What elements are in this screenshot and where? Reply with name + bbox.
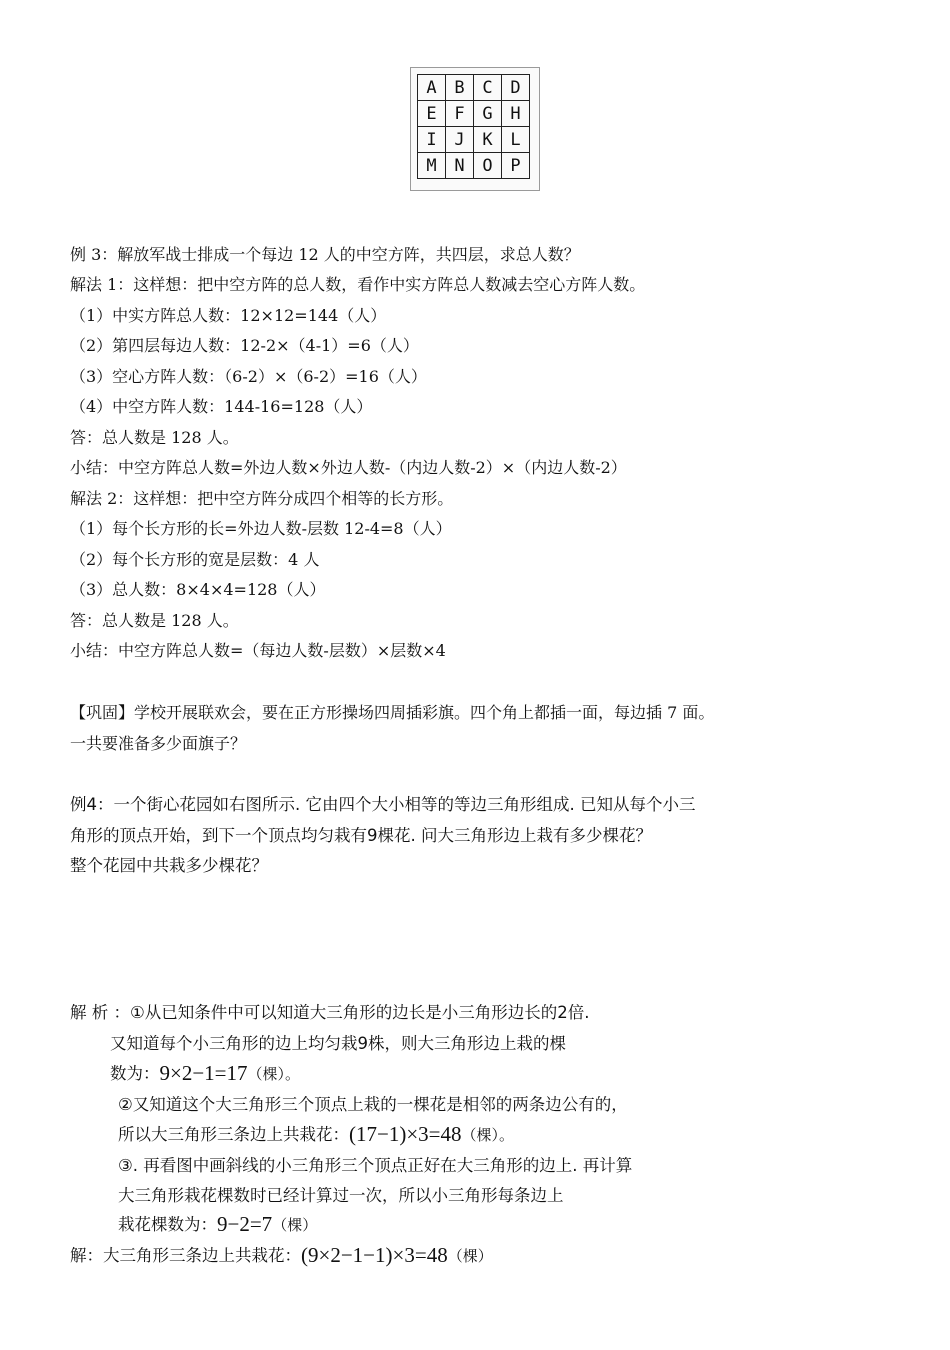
method2-intro: 解法 2：这样想：把中空方阵分成四个相等的长方形。 (70, 489, 454, 508)
grid-cell: C (474, 75, 502, 101)
analysis-line8-prefix: 栽花棵数为： (118, 1215, 217, 1234)
example4-line1: 例4：一个街心花园如右图所示. 它由四个大小相等的等边三角形组成. 已知从每个小三 (70, 795, 696, 814)
m2-step2: （2）每个长方形的宽是层数：4 人 (70, 550, 320, 569)
analysis-line8-formula: 9−2=7 (217, 1212, 273, 1236)
analysis-line7: 大三角形栽花棵数时已经计算过一次，所以小三角形每条边上 (118, 1186, 564, 1205)
grid-cell: O (474, 153, 502, 179)
analysis-line1: 解 析 ：①从已知条件中可以知道大三角形的边长是小三角形边长的2倍. (70, 1003, 590, 1022)
analysis-line2: 又知道每个小三角形的边上均匀栽9株，则大三角形边上栽的棵 (110, 1034, 566, 1053)
m2-answer: 答：总人数是 128 人。 (70, 611, 239, 630)
example3-problem: 例 3：解放军战士排成一个每边 12 人的中空方阵，共四层，求总人数？ (70, 245, 580, 264)
letter-grid-figure (410, 67, 540, 191)
m2-step3: （3）总人数：8×4×4=128（人） (70, 580, 326, 599)
analysis-line3-prefix: 数为： (110, 1064, 160, 1083)
grid-cell: L (502, 127, 530, 153)
m2-step1: （1）每个长方形的长=外边人数-层数 12-4=8（人） (70, 519, 452, 538)
analysis-line4: ②又知道这个大三角形三个顶点上栽的一棵花是相邻的两条边公有的， (118, 1095, 628, 1114)
analysis-line5-prefix: 所以大三角形三条边上共栽花： (118, 1125, 349, 1144)
grid-cell: A (418, 75, 446, 101)
example4-line3: 整个花园中共栽多少棵花？ (70, 856, 268, 875)
grid-cell: P (502, 153, 530, 179)
method1-intro: 解法 1：这样想：把中空方阵的总人数，看作中实方阵总人数减去空心方阵人数。 (70, 275, 646, 294)
analysis-line8 (118, 1213, 317, 1236)
solution-prefix: 解：大三角形三条边上共栽花： (70, 1246, 301, 1265)
m1-step3: （3）空心方阵人数：（6-2）×（6-2）=16（人） (70, 367, 427, 386)
grid-cell: F (446, 101, 474, 127)
m1-step4: （4）中空方阵人数：144-16=128（人） (70, 397, 373, 416)
grid-cell: H (502, 101, 530, 127)
grid-cell: I (418, 127, 446, 153)
analysis-line3-formula: 9×2−1=17 (159, 1061, 248, 1085)
example4-line2: 角形的顶点开始，到下一个顶点均匀栽有9棵花. 问大三角形边上栽有多少棵花？ (70, 826, 652, 845)
grid-cell: N (446, 153, 474, 179)
m1-step1: （1）中实方阵总人数：12×12=144（人） (70, 306, 387, 325)
analysis-line8-suffix: （棵） (272, 1216, 318, 1234)
grid-cell: K (474, 127, 502, 153)
analysis-line3-suffix: （棵）。 (247, 1065, 301, 1083)
consolidate-line1: 【巩固】学校开展联欢会，要在正方形操场四周插彩旗。四个角上都插一面，每边插 7 面。 (70, 703, 715, 722)
m1-answer: 答：总人数是 128 人。 (70, 428, 239, 447)
consolidate-line2: 一共要准备多少面旗子？ (70, 734, 247, 753)
grid-cell: G (474, 101, 502, 127)
solution-formula: (9×2−1−1)×3=48 (301, 1243, 448, 1267)
m1-step2: （2）第四层每边人数：12-2×（4-1）=6（人） (70, 336, 419, 355)
grid-cell: E (418, 101, 446, 127)
analysis-line3 (110, 1062, 300, 1085)
m1-summary: 小结：中空方阵总人数=外边人数×外边人数-（内边人数-2）×（内边人数-2） (70, 458, 627, 477)
grid-cell: J (446, 127, 474, 153)
grid-cell: M (418, 153, 446, 179)
analysis-line5-formula: (17−1)×3=48 (349, 1122, 462, 1146)
grid-cell: D (502, 75, 530, 101)
solution-suffix: （棵） (447, 1247, 493, 1265)
analysis-line5-suffix: （棵）。 (461, 1126, 515, 1144)
letter-grid (417, 74, 530, 179)
solution-line (70, 1244, 493, 1267)
analysis-line6: ③. 再看图中画斜线的小三角形三个顶点正好在大三角形的边上. 再计算 (118, 1156, 633, 1175)
m2-summary: 小结：中空方阵总人数=（每边人数-层数）×层数×4 (70, 641, 446, 660)
grid-cell: B (446, 75, 474, 101)
analysis-line5 (118, 1123, 514, 1146)
